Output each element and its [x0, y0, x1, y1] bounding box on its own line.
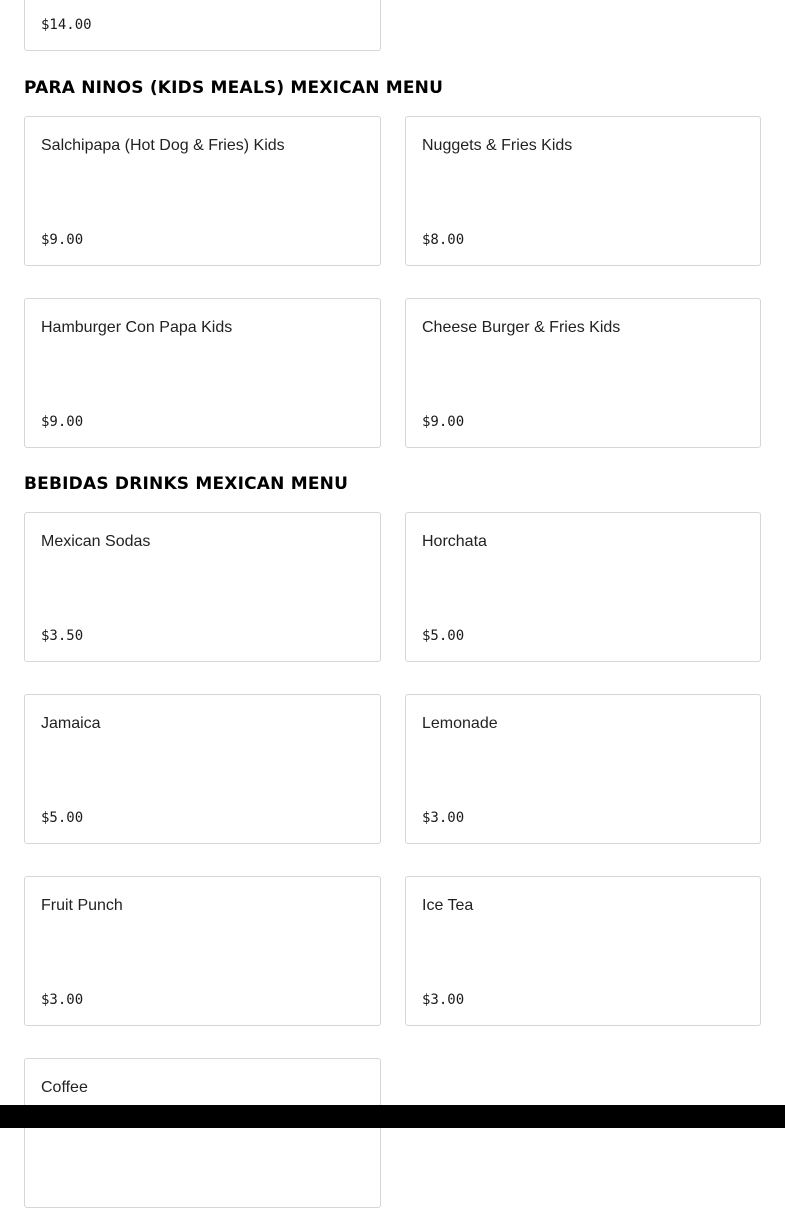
menu-item-name: Lemonade — [422, 715, 498, 732]
menu-item-card[interactable] — [405, 694, 761, 844]
menu-item-card[interactable] — [24, 298, 381, 448]
menu-item-card[interactable] — [24, 116, 381, 266]
menu-item-name: Ice Tea — [422, 897, 474, 914]
section-title-drinks: BEBIDAS DRINKS MEXICAN MENU — [24, 474, 349, 494]
menu-item-price: $3.00 — [422, 810, 465, 826]
menu-item-name: Fruit Punch — [41, 897, 123, 914]
menu-item-price: $14.00 — [41, 17, 92, 33]
menu-item-price: $5.00 — [422, 628, 465, 644]
menu-item-card[interactable] — [405, 876, 761, 1026]
menu-item-card[interactable] — [24, 694, 381, 844]
bottom-bar — [0, 1105, 785, 1128]
menu-item-card[interactable] — [24, 0, 381, 51]
menu-item-name: Nuggets & Fries Kids — [422, 137, 573, 154]
menu-item-name: Hamburger Con Papa Kids — [41, 319, 233, 336]
menu-item-card[interactable] — [405, 298, 761, 448]
section-title-kids-meals: PARA NINOS (KIDS MEALS) MEXICAN MENU — [24, 78, 444, 98]
menu-item-price: $9.00 — [422, 414, 465, 430]
menu-item-name: Salchipapa (Hot Dog & Fries) Kids — [41, 137, 285, 154]
menu-item-price: $9.00 — [41, 414, 84, 430]
menu-item-price: $3.00 — [422, 992, 465, 1008]
menu-item-card[interactable] — [24, 876, 381, 1026]
menu-item-name: Cheese Burger & Fries Kids — [422, 319, 621, 336]
menu-item-price: $3.50 — [41, 628, 84, 644]
menu-item-card[interactable] — [405, 116, 761, 266]
menu-item-price: $9.00 — [41, 232, 84, 248]
menu-item-name: Mexican Sodas — [41, 533, 151, 550]
menu-item-name: Jamaica — [41, 715, 101, 732]
menu-item-card[interactable] — [24, 512, 381, 662]
menu-item-price: $8.00 — [422, 232, 465, 248]
menu-item-name: Horchata — [422, 533, 487, 550]
menu-item-price: $3.00 — [41, 992, 84, 1008]
menu-item-name: Coffee — [41, 1079, 88, 1096]
menu-item-card[interactable] — [24, 1058, 381, 1208]
menu-item-card[interactable] — [405, 512, 761, 662]
menu-item-price: $5.00 — [41, 810, 84, 826]
